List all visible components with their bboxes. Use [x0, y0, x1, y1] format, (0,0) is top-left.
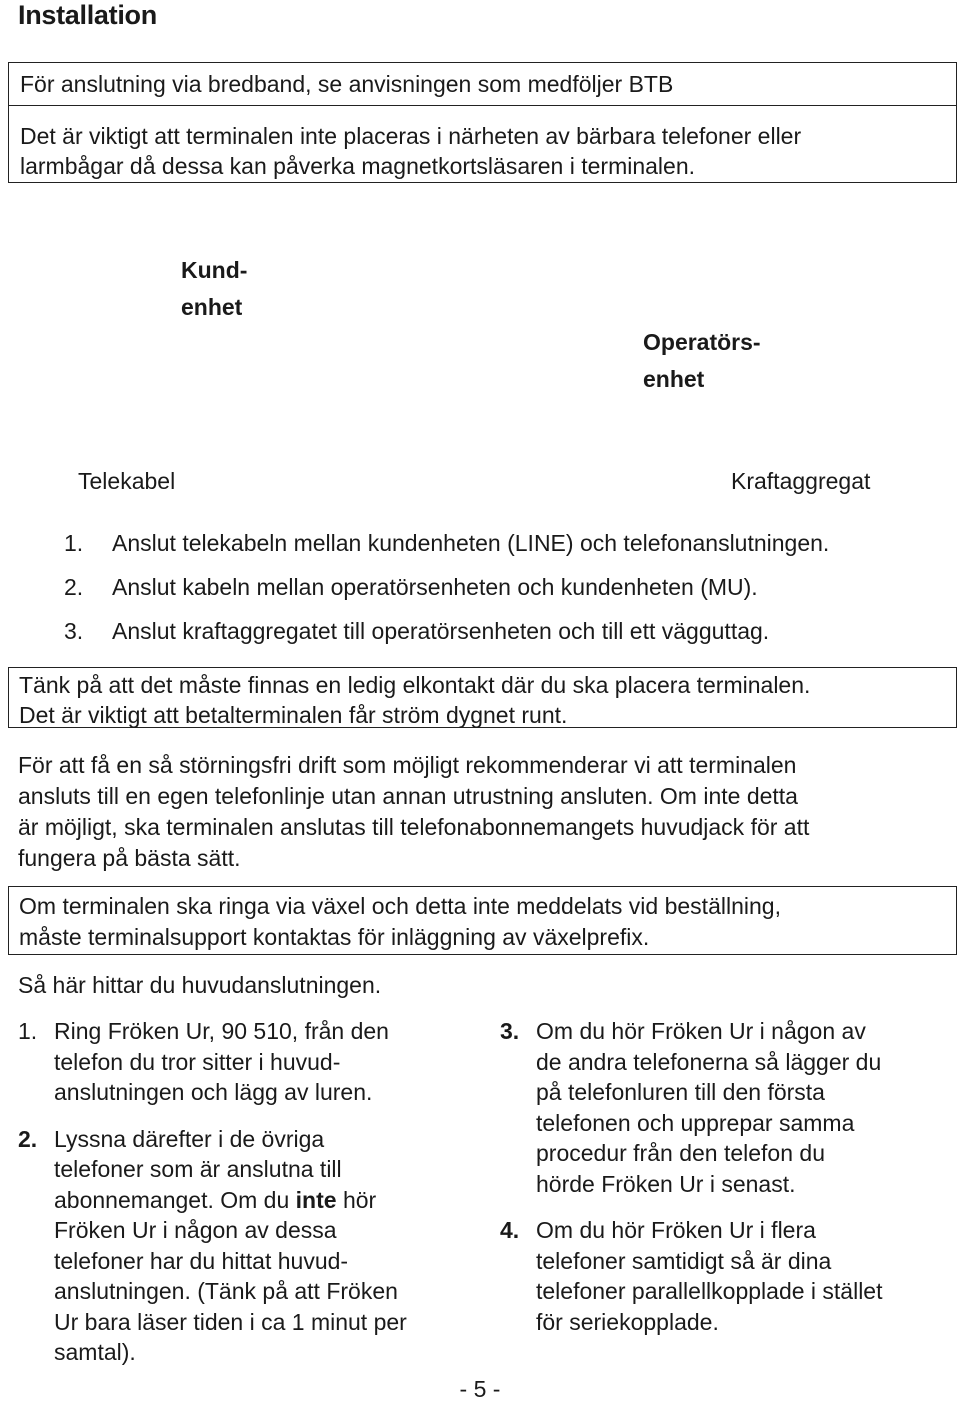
list-item: [500, 1016, 950, 1199]
power-note-line2: Det är viktigt att betalterminalen får ström dygnet runt.: [19, 702, 568, 728]
step-number: 2.: [64, 574, 84, 600]
step-text-line: telefoner samtidigt så är dina: [536, 1247, 832, 1274]
phone-cable-label: Telekabel: [78, 468, 176, 494]
power-note-line1: Tänk på att det måste finnas en ledig elkontakt där du ska placera terminalen.: [19, 672, 811, 698]
intro-divider: [9, 105, 956, 106]
step-text-line: anslutningen. (Tänk på att Fröken: [54, 1278, 398, 1304]
step-text-line: anslutningen och lägg av luren.: [54, 1079, 373, 1105]
step-text-line: Om du hör Fröken Ur i flera: [536, 1217, 816, 1243]
recommendation-line1: För att få en så störningsfri drift som möjligt rekommenderar vi att terminalen: [18, 752, 797, 778]
operator-unit-label: [643, 324, 761, 398]
step-text-fragment: abonnemanget. Om du: [54, 1186, 296, 1213]
step-text-line: telefoner parallellkopplade i stället: [536, 1278, 883, 1304]
recommendation-line3: är möjligt, ska terminalen anslutas till telefonabonnemangets huvudjack för att: [18, 814, 810, 840]
step-text: Anslut kraftaggregatet till operatörsenheten och till ett vägguttag.: [112, 618, 770, 644]
exchange-note-line1: Om terminalen ska ringa via växel och detta inte meddelats vid beställning,: [19, 893, 781, 919]
exchange-note: [19, 891, 781, 953]
list-item: [18, 1016, 488, 1108]
list-item: [64, 572, 829, 616]
customer-unit-label: [181, 252, 247, 326]
page-number: - 5 -: [459, 1376, 501, 1402]
step-text-line: [54, 1185, 488, 1216]
connection-steps: [64, 528, 829, 660]
exchange-note-box: [8, 886, 957, 955]
step-text-line: Ur bara läser tiden i ca 1 minut per: [54, 1308, 407, 1335]
placement-warning: [20, 121, 801, 181]
step-text: Anslut kabeln mellan operatörsenheten och kundenheten (MU).: [112, 574, 758, 600]
power-note: [19, 670, 810, 730]
step-text-line: procedur från den telefon du: [536, 1140, 825, 1166]
step-text-line: telefonen och upprepar samma: [536, 1109, 855, 1136]
power-supply-label: Kraftaggregat: [731, 468, 871, 494]
exchange-note-line2: måste terminalsupport kontaktas för inläggning av växelprefix.: [19, 924, 650, 950]
list-item: [18, 1124, 488, 1368]
recommendation-paragraph: [18, 750, 809, 874]
placement-warning-line1: Det är viktigt att terminalen inte placeras i närheten av bärbara telefoner eller: [20, 123, 802, 149]
step-text-line: på telefonluren till den första: [536, 1079, 825, 1105]
step-number: 1.: [64, 530, 84, 556]
step-text-line: telefoner som är anslutna till: [54, 1156, 342, 1182]
step-number: 3.: [500, 1018, 520, 1044]
step-text-line: telefoner har du hittat huvud-: [54, 1247, 349, 1274]
customer-unit-label-line1: Kund-: [181, 257, 248, 283]
list-item: [64, 616, 829, 660]
step-text-line: för seriekopplade.: [536, 1308, 719, 1335]
list-item: [500, 1215, 950, 1337]
step-number: 1.: [18, 1018, 38, 1044]
step-text-line: Ring Fröken Ur, 90 510, från den: [54, 1018, 389, 1044]
step-text-line: samtal).: [54, 1339, 136, 1365]
placement-warning-line2: larmbågar då dessa kan påverka magnetkortsläsaren i terminalen.: [20, 153, 696, 179]
power-note-box: [8, 667, 957, 728]
step-text-line: Om du hör Fröken Ur i någon av: [536, 1018, 866, 1044]
broadband-note: För anslutning via bredband, se anvisningen som medföljer BTB: [20, 71, 674, 97]
step-text-line: Lyssna därefter i de övriga: [54, 1125, 325, 1152]
step-number: 3.: [64, 618, 84, 644]
emphasis-not: inte: [295, 1186, 337, 1213]
find-heading: Så här hittar du huvudanslutningen.: [18, 972, 382, 998]
operator-unit-label-line1: Operatörs-: [643, 329, 761, 355]
step-text: Anslut telekabeln mellan kundenheten (LINE) och telefonanslutningen.: [112, 530, 830, 556]
intro-box: [8, 62, 957, 183]
find-steps-left: [18, 1016, 488, 1368]
find-steps-right: [500, 1016, 950, 1337]
step-text-line: telefon du tror sitter i huvud-: [54, 1048, 341, 1075]
recommendation-line2: ansluts till en egen telefonlinje utan annan utrustning ansluten. Om inte detta: [18, 783, 798, 809]
customer-unit-label-line2: enhet: [181, 294, 243, 320]
recommendation-line4: fungera på bästa sätt.: [18, 845, 241, 871]
page-title: Installation: [18, 0, 157, 30]
step-text-line: Fröken Ur i någon av dessa: [54, 1217, 337, 1243]
step-number: 4.: [500, 1217, 520, 1243]
operator-unit-label-line2: enhet: [643, 366, 705, 392]
step-number: 2.: [18, 1125, 38, 1152]
list-item: [64, 528, 829, 572]
step-text-line: hörde Fröken Ur i senast.: [536, 1170, 796, 1197]
step-text-fragment: hör: [336, 1186, 377, 1213]
step-text-line: de andra telefonerna så lägger du: [536, 1048, 882, 1075]
